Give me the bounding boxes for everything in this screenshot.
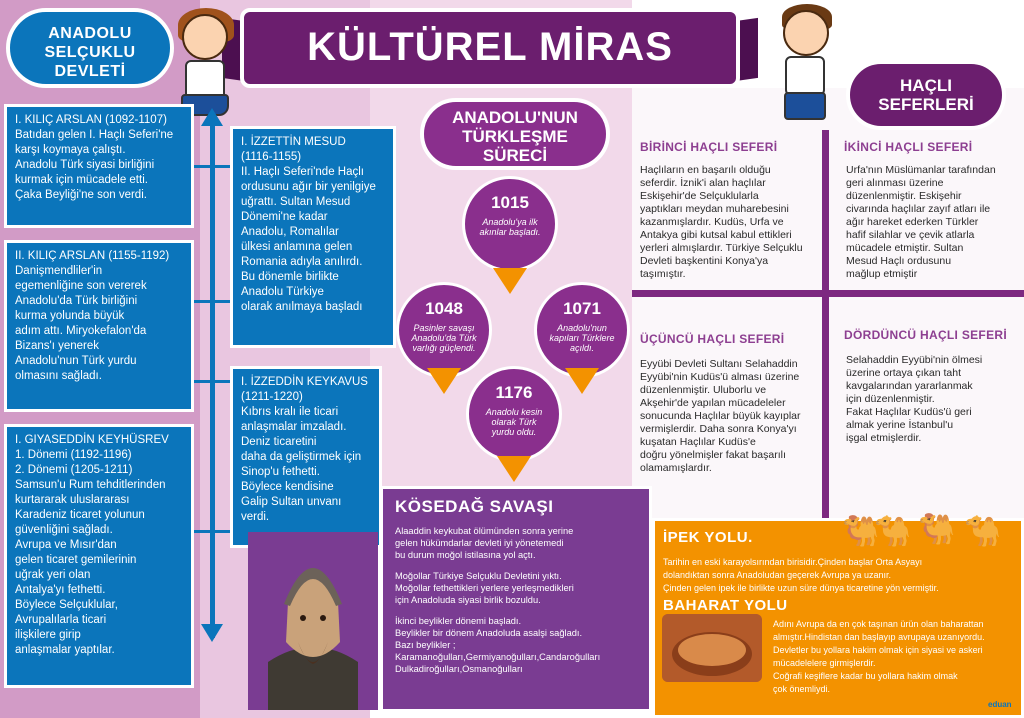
dorduncu-sefer-title: DÖRDÜNCÜ HAÇLI SEFERİ: [844, 328, 1007, 342]
dorduncu-sefer-text: Selahaddin Eyyübi'nin ölmesi üzerine ortaya çıkan taht kavgalarından yararlanmak için düzenlenmiştir. Fakat Haçlılar Kudüs'ü geri almak yerine İstanbul'u işgal etmişlerdir.: [846, 354, 983, 444]
boy-illustration: [770, 4, 840, 134]
timeline-tick: [190, 530, 230, 533]
girl-illustration: [170, 8, 240, 118]
camel-icon: 🐪: [964, 515, 1002, 548]
ikinci-sefer-text: Urfa'nın Müslümanlar tarafından geri alınması üzerine düzenlenmiştir. Eskişehir civarında haçlılar zayıf atları ile ağır hareket ederken Türkler hafif silahlar ve çevik atlarla mücadele etmiştir. Sultan Mesud Haçlı ordusunu mağlup etmiştir: [846, 164, 996, 280]
brand-logo: eduan: [988, 700, 1012, 709]
camel-icon: 🐫: [842, 515, 880, 548]
spice-bowl-image: [662, 614, 762, 682]
kosedag-savasi-box: KÖSEDAĞ SAVAŞI Alaaddin keykubat ölümünden sonra yerine gelen hükümdarlar devleti iyi yönetemedi bu durum moğol istilasına yol açtı. Moğollar Türkiye Selçuklu Devletini yıktı. Moğollar fethettikleri yerlere yerleşmedikleri için Anadoluda siyasi birlik bozuldu. İkinci beylikler dönemi başladı. Beylikler bir dönem Anadoluda asalşi sağladı. Bazı beylikler ; Karamanoğulları,Germiyanoğulları,Candaroğulları Dulkadiroğulları,Osmanoğulları: [380, 486, 652, 712]
camel-icon: 🐪: [874, 515, 912, 548]
izzettin-mesud-box: I. İZZETTİN MESUD (1116-1155) II. Haçlı Seferi'nde Haçlı ordusunu ağır bir yenilgiye uğrattı. Sultan Mesud Dönemi'ne kadar Anadolu, Romalılar ülkesi anlamına gelen Romania adıyla anılırdı. Bu dönemle birlikte Anadolu Türkiye olarak anılmaya başladı: [230, 126, 396, 348]
ucuncu-sefer-title: ÜÇÜNCÜ HAÇLI SEFERİ: [640, 332, 785, 346]
birinci-sefer-title: BİRİNCİ HAÇLI SEFERİ: [640, 140, 778, 154]
timeline-arrow-up: [201, 108, 223, 126]
baharat-yolu-title: BAHARAT YOLU: [663, 597, 788, 614]
ucuncu-sefer-text: Eyyübi Devleti Sultanı Selahaddin Eyyübi'nin Kudüs'ü alması üzerine düzenlenmiştir. Uluborlu ve Akşehir'de yapılan mücadeleler sonucunda Haçlılar büyük kayıplar vermişlerdir. Daha sonra Konya'yı kuşatan Haçlılar Kudüs'e doğru yönelmişler fakat başarılı olamamışlardır.: [640, 358, 801, 474]
anadolu-selcuklu-title: ANADOLU SELÇUKLU DEVLETİ: [6, 8, 174, 88]
event-1071-bubble: 1071 Anadolu'nun kapıları Türklere açıldı.: [534, 282, 630, 378]
timeline-arrow-down: [201, 624, 223, 642]
timeline-tick: [190, 380, 230, 383]
timeline-tick: [190, 165, 230, 168]
ikinci-sefer-title: İKİNCİ HAÇLI SEFERİ: [844, 140, 973, 154]
birinci-sefer-text: Haçlıların en başarılı olduğu seferdir. İznik'i alan haçlılar Eskişehir'de Selçuklularla yaptıkları meydan muharebesini kazanmışlardır. Kudüs, Urfa ve Antakya gibi kutsal kabul ettikleri yerleri almışlardır. Türkiye Selçuklu Devleti başkentini Konya'ya taşımıştır.: [640, 164, 803, 280]
ipek-yolu-box: İPEK YOLU. Tarihin en eski karayolsırından birisidir.Çinden başlar Orta Asyayı dolandıktan sonra Anadoludan geçerek Avrupa ya uzanır. Çinden gelen ipek ile birlikte uzun süre dünya ticaretine yön vermiştir. BAHARAT YOLU Adını Avrupa da en çok taşınan ürün olan baharattan almıştır.Hindistan dan başlayıp avrupaya uzanıyordu. Devletler bu yollara hakim olmak için siyasi ve askeri mücadelelere girmişlerdir. Coğrafi keşiflere kadar bu yollara hakim olmak çok önemliydi.: [652, 518, 1024, 718]
warrior-portrait: [248, 532, 378, 710]
camel-icon: 🐫: [918, 513, 956, 546]
main-title: KÜLTÜREL MİRAS: [307, 25, 673, 69]
ipek-yolu-title: İPEK YOLU.: [663, 529, 753, 546]
event-1048-arrow: [427, 368, 461, 394]
event-1015-arrow: [493, 268, 527, 294]
kilic-arslan-2-box: II. KILIÇ ARSLAN (1155-1192) Danişmendliler'in egemenliğine son vererek Anadolu'da Türk birliğini kurma yolunda büyük adım attı. Miryokefalon'da Bizans'ı yenerek Anadolu'nun Türk yurdu olmasını sağladı.: [4, 240, 194, 412]
event-1048-bubble: 1048 Pasinler savaşı Anadolu'da Türk varlığı güçlendi.: [396, 282, 492, 378]
event-1176-bubble: 1176 Anadolu kesin olarak Türk yurdu oldu.: [466, 366, 562, 462]
quadrant-divider-vertical: [822, 130, 829, 520]
timeline-tick: [190, 300, 230, 303]
timeline-line: [210, 118, 215, 638]
main-title-banner: [240, 8, 740, 88]
turklesme-title: ANADOLU'NUN TÜRKLEŞME SÜRECİ: [420, 98, 610, 170]
giyaseddin-keyhusrev-box: I. GIYASEDDİN KEYHÜSREV 1. Dönemi (1192-1196) 2. Dönemi (1205-1211) Samsun'u Rum tehditlerinden kurtararak uluslararası Karadeniz ticaret yolunun güvenliğini sağladı. Avrupa ve Mısır'dan gelen ticaret gemilerinin uğrak yeri olan Antalya'yı fethetti. Böylece Selçuklular, Avrupalılarla ticari ilişkilere girip anlaşmalar yaptılar.: [4, 424, 194, 688]
event-1015-bubble: 1015 Anadolu'ya ilk akınlar başladı.: [462, 176, 558, 272]
hacli-seferleri-title: HAÇLI SEFERLERİ: [846, 60, 1006, 130]
izzeddin-keykavus-box: I. İZZEDDİN KEYKAVUS (1211-1220) Kıbrıs kralı ile ticari anlaşmalar imzaladı. Deniz ticaretini daha da geliştirmek için Sinop'u fethetti. Böylece kendisine Galip Sultan unvanı verdi.: [230, 366, 382, 548]
event-1071-arrow: [565, 368, 599, 394]
kosedag-title: KÖSEDAĞ SAVAŞI: [395, 497, 554, 516]
kilic-arslan-1-box: I. KILIÇ ARSLAN (1092-1107) Batıdan gelen I. Haçlı Seferi'ne karşı koymaya çalıştı. Anadolu Türk siyasi birliğini kurmak için mücadele etti. Çaka Beyliği'ne son verdi.: [4, 104, 194, 228]
event-1176-arrow: [497, 456, 531, 482]
